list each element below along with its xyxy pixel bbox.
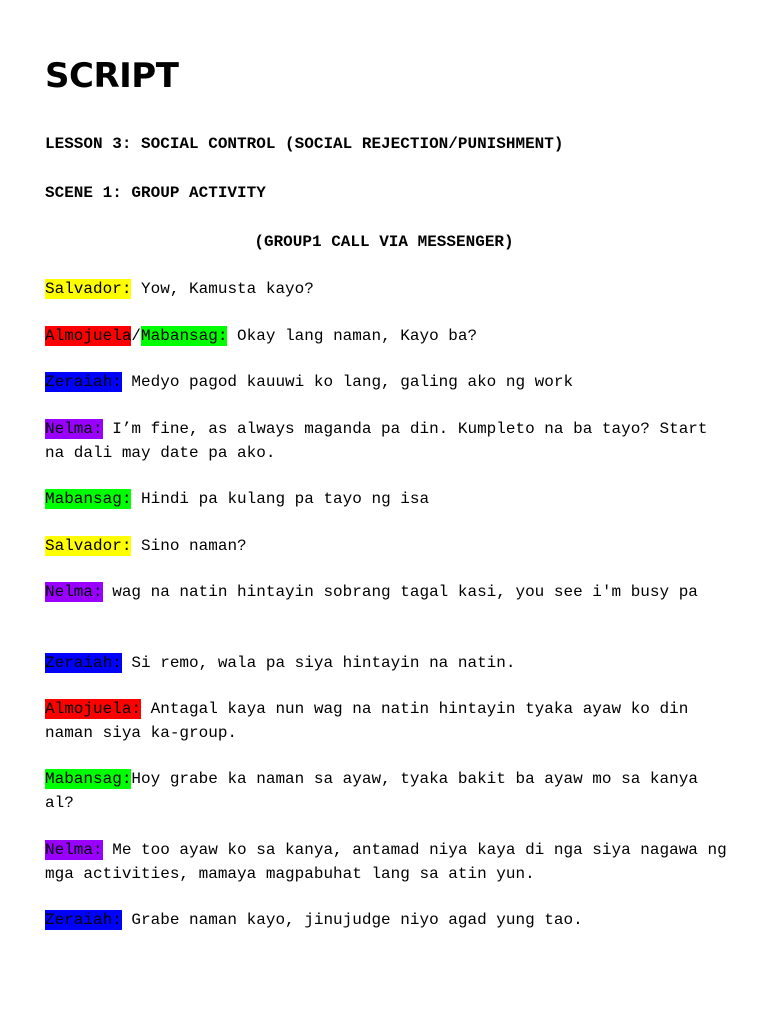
dialogue-text: Yow, Kamusta kayo? bbox=[131, 280, 314, 298]
speaker-label-mabansag: Mabansag: bbox=[45, 770, 132, 788]
speaker-label-nelma: Nelma: bbox=[45, 420, 103, 438]
speaker-label-nelma: Nelma: bbox=[45, 583, 103, 601]
dialogue-text: Me too ayaw ko sa kanya, antamad niya kaya di nga siya nagawa ng mga activities, mamaya magpabuhat lang sa atin yun. bbox=[45, 841, 737, 883]
dialogue-text: wag na natin hintayin sobrang tagal kasi, you see i'm busy pa bbox=[102, 583, 698, 601]
dialogue-text: Medyo pagod kauuwi ko lang, galing ako ng work bbox=[121, 373, 574, 391]
speaker-separator: / bbox=[131, 327, 142, 345]
dialogue-line bbox=[45, 652, 735, 676]
dialogue-text: I’m fine, as always maganda pa din. Kumpleto na ba tayo? Start na dali may date pa ako. bbox=[45, 420, 718, 462]
speaker-label-nelma: Nelma: bbox=[45, 841, 103, 859]
document-title: SCRIPT bbox=[45, 56, 179, 96]
speaker-label-zeraiah: Zeraiah: bbox=[45, 911, 122, 929]
dialogue-line bbox=[45, 839, 735, 886]
speaker-label-zeraiah: Zeraiah: bbox=[45, 373, 122, 391]
dialogue-text: Sino naman? bbox=[131, 537, 247, 555]
dialogue-line bbox=[45, 768, 735, 815]
dialogue-line bbox=[45, 278, 735, 302]
dialogue-line bbox=[45, 371, 735, 395]
lesson-heading: LESSON 3: SOCIAL CONTROL (SOCIAL REJECTION/PUNISHMENT) bbox=[45, 135, 564, 153]
dialogue-line bbox=[45, 909, 735, 933]
speaker-label-salvador: Salvador: bbox=[45, 537, 132, 555]
speaker-label-almojuela: Almojuela bbox=[45, 327, 132, 345]
dialogue-line bbox=[45, 325, 735, 349]
speaker-label-almojuela: Almojuela: bbox=[45, 700, 142, 718]
dialogue-text: Grabe naman kayo, jinujudge niyo agad yung tao. bbox=[121, 911, 583, 929]
stage-direction: (GROUP1 CALL VIA MESSENGER) bbox=[254, 233, 514, 251]
dialogue-text: Hoy grabe ka naman sa ayaw, tyaka bakit ba ayaw mo sa kanya al? bbox=[45, 770, 708, 812]
dialogue-text: Si remo, wala pa siya hintayin na natin. bbox=[121, 654, 516, 672]
dialogue-line bbox=[45, 535, 735, 559]
dialogue-line bbox=[45, 581, 735, 605]
speaker-label-zeraiah: Zeraiah: bbox=[45, 654, 122, 672]
dialogue-text: Hindi pa kulang pa tayo ng isa bbox=[131, 490, 430, 508]
speaker-label-salvador: Salvador: bbox=[45, 280, 132, 298]
dialogue-text: Okay lang naman, Kayo ba? bbox=[227, 327, 478, 345]
scene-heading: SCENE 1: GROUP ACTIVITY bbox=[45, 184, 266, 202]
dialogue-line bbox=[45, 698, 735, 745]
speaker-label-mabansag: Mabansag: bbox=[141, 327, 228, 345]
speaker-label-mabansag: Mabansag: bbox=[45, 490, 132, 508]
dialogue-line bbox=[45, 488, 735, 512]
dialogue-text: Antagal kaya nun wag na natin hintayin tyaka ayaw ko din naman siya ka-group. bbox=[45, 700, 698, 742]
dialogue-line bbox=[45, 418, 735, 465]
